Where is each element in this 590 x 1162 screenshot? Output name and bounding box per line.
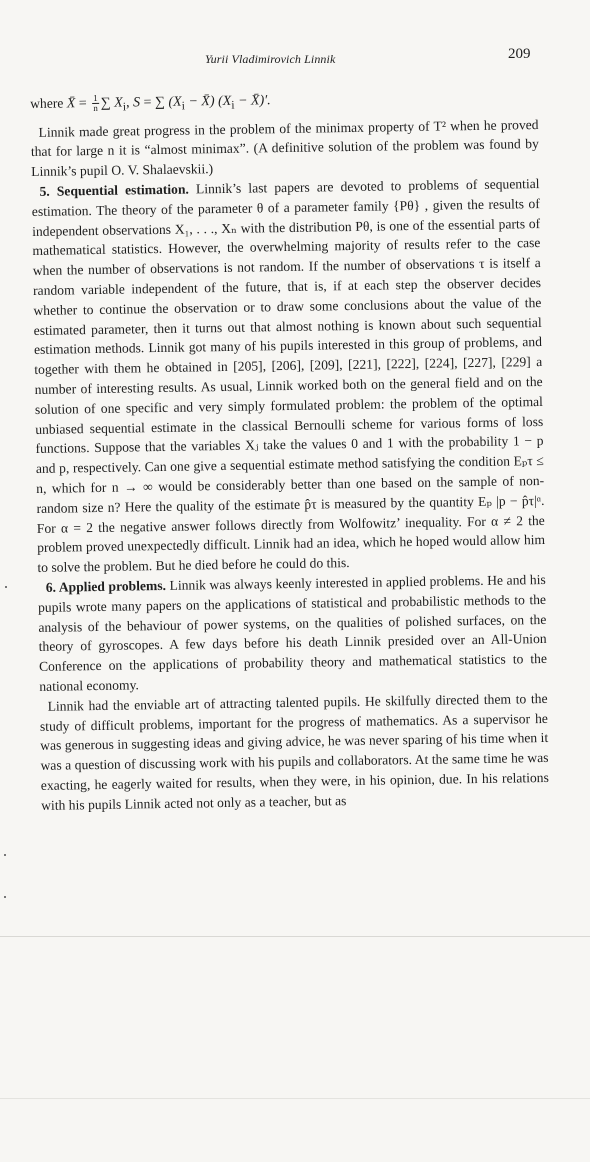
formula-sum: ∑ X bbox=[100, 95, 123, 111]
formula bbox=[66, 93, 271, 114]
formula-tail: − X̄)′. bbox=[234, 93, 271, 109]
formula-line bbox=[30, 86, 538, 119]
section-title-applied-problems: 6. Applied problems. bbox=[45, 577, 167, 595]
paragraph-sequential-estimation bbox=[31, 174, 545, 578]
page-header bbox=[0, 44, 590, 68]
paragraph-text: Linnik was always keenly interested in applied problems. He and his pupils wrote many papers on the applications of statistical and probabilistic methods to the analysis of the behaviour of power systems, on the qualities of polished surfaces, on the theory of gyroscopes. A few days before his death Linnik presided over an All-Union Conference on the applications of probability theory and mathematical statistics to the national economy. bbox=[37, 571, 548, 694]
paragraph-text: Linnik made great progress in the problem of the minimax property of T² when he proved that for large n it is “almost minimax”. (A definitive solution of the problem was found by Linnik’s pupil O. V. Shalaevskii.) bbox=[30, 116, 539, 180]
fraction-denominator: n bbox=[93, 103, 98, 114]
formula-xbar: X̄ bbox=[66, 96, 76, 112]
fraction-numerator: 1 bbox=[93, 93, 98, 104]
formula-subscript-3: i bbox=[231, 98, 235, 112]
body-text bbox=[30, 86, 549, 815]
page-number: 209 bbox=[508, 46, 531, 62]
section-title-sequential-estimation: 5. Sequential estimation. bbox=[39, 181, 189, 199]
paragraph-applied-problems bbox=[38, 570, 548, 697]
running-head: Yurii Vladimirovich Linnik bbox=[205, 52, 336, 66]
paragraph-pupils bbox=[39, 689, 549, 816]
fraction-one-over-n bbox=[92, 94, 99, 113]
scan-speck bbox=[4, 896, 6, 898]
scan-speck bbox=[5, 586, 7, 588]
formula-sum-2: ∑ (X bbox=[154, 94, 182, 111]
page-fold-line bbox=[0, 936, 590, 937]
formula-s: S bbox=[132, 95, 141, 111]
formula-where: where bbox=[30, 95, 64, 111]
scan-speck bbox=[4, 854, 6, 856]
formula-subscript-2: i bbox=[181, 99, 186, 113]
paragraph-minimax bbox=[30, 115, 539, 182]
formula-subscript: i bbox=[122, 100, 127, 114]
paragraph-text: Linnik had the enviable art of attracting talented pupils. He skilfully directed them to the study of difficult problems, important for the progress of mathematics. As a supervisor he was generous in suggesting ideas and giving advice, he was never sparing of his time when it was a question of discussing work with his pupils and collaborators. At the same time he was exacting, he eagerly waited for results, when they were, in his opinion, due. In his relations with his pupils Linnik acted not only as a teacher, but as bbox=[39, 690, 549, 813]
formula-comma: , bbox=[125, 95, 134, 111]
formula-equals-2: = bbox=[139, 95, 156, 111]
paragraph-text: Linnik’s last papers are devoted to problems of sequential estimation. The theory of the parameter θ of a parameter family {Pθ} , given the results of independent observations X₁, . . ., Xₙ with the distribution Pθ, is one of the essential parts of mathematical statistics. However, the overwhelming majority of results refer to the case when the number of observations is not random. If the number of observations τ is itself a random variable independent of the future, that is, if at each step the observer decides whether to continue the observation or to draw some conclusions about the value of the estimated parameter, then it turns out that almost nothing is known about such sequential estimation methods. Linnik got many of his pupils interested in this group of problems, and together with them he obtained in [205], [206], [209], [221], [222], [224], [227], [229] a number of interesting results. As usual, Linnik worked both on the general field and on the solution of one specific and very simply formulated problem: the problem of the optimal unbiased sequential estimate in the classical Bernoulli scheme for various forms of loss functions. Suppose that the variables Xⱼ take the values 0 and 1 with the probability 1 − p and p, respectively. Can one give a sequential estimate method satisfying the condition Eₚτ ≤ n, which for n → ∞ would be considerably better than one based on the sample of non-random size n? Here the quality of the estimate p̂τ is measured by the quantity Eₚ |p − p̂τ|ᵅ. For α = 2 the negative answer follows directly from Wolfowitz’ inequality. For α ≠ 2 the problem proved unexpectedly difficult. Linnik had an idea, which he hoped would allow him to solve the problem. But he died before he could do this. bbox=[31, 175, 546, 576]
page-fold-line-lower bbox=[0, 1098, 590, 1099]
formula-middle: − X̄) (X bbox=[184, 93, 232, 110]
formula-equals: = bbox=[75, 96, 91, 112]
